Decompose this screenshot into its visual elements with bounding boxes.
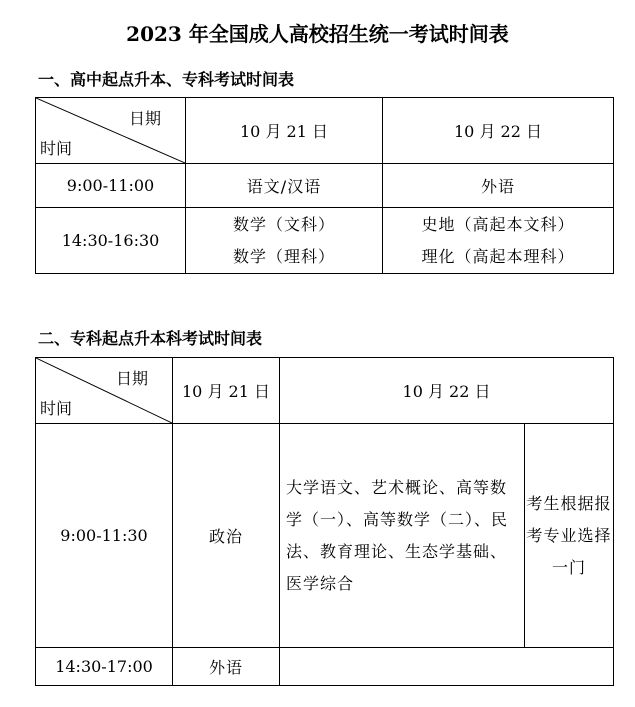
table1-row2-time: 14:30-16:30 — [36, 208, 186, 274]
table1-row1-day1: 语文/汉语 — [186, 164, 383, 208]
subject-line: 数学（文科） — [232, 214, 335, 234]
table1-day1-header: 10 月 21 日 — [186, 98, 383, 164]
table2-day2-header: 10 月 22 日 — [280, 358, 614, 424]
time-label: 时间 — [40, 399, 73, 418]
subject-line: 数学（理科） — [232, 246, 335, 266]
table2-corner-header — [36, 358, 173, 424]
table1-corner-header — [36, 98, 186, 164]
subject-line: 理化（高起本理科） — [421, 246, 575, 266]
table2-row1-day2-subjects: 大学语文、艺术概论、高等数学（一）、高等数学（二）、民法、教育理论、生态学基础、医学综合 — [280, 424, 525, 648]
table2-row1-day1: 政治 — [173, 424, 280, 648]
table2-row1-day2-note: 考生根据报考专业选择一门 — [525, 424, 614, 648]
table2-row2-time: 14:30-17:00 — [36, 648, 173, 686]
table2-row2-day1: 外语 — [173, 648, 280, 686]
date-label: 日期 — [128, 109, 161, 128]
schedule-table-1 — [35, 97, 614, 274]
table1-row1-day2: 外语 — [383, 164, 614, 208]
table2-day1-header: 10 月 21 日 — [173, 358, 280, 424]
table1-row2-day2 — [383, 208, 614, 274]
table2-row2-day2 — [280, 648, 614, 686]
section2-heading: 二、专科起点升本科考试时间表 — [38, 329, 263, 348]
table1-day2-header: 10 月 22 日 — [383, 98, 614, 164]
table1-row2-day1 — [186, 208, 383, 274]
time-label: 时间 — [40, 139, 73, 158]
schedule-table-2 — [35, 357, 614, 686]
table1-row1-time: 9:00-11:00 — [36, 164, 186, 208]
table2-row1-time: 9:00-11:30 — [36, 424, 173, 648]
section1-heading: 一、高中起点升本、专科考试时间表 — [38, 70, 295, 89]
page-title: 2023 年全国成人高校招生统一考试时间表 — [126, 22, 509, 46]
date-label: 日期 — [115, 369, 148, 388]
subject-line: 史地（高起本文科） — [421, 214, 575, 234]
